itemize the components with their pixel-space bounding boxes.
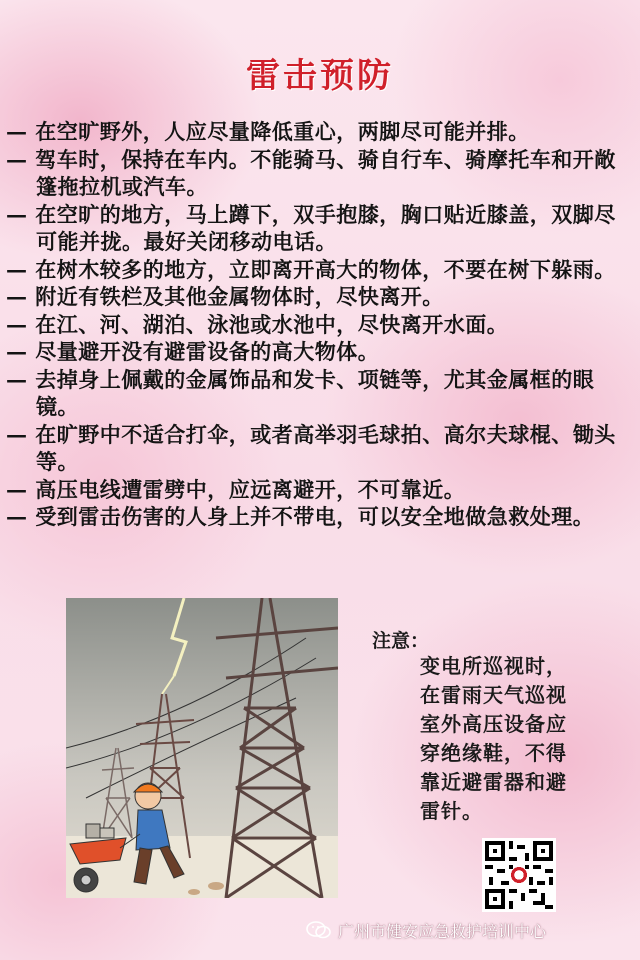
safety-rules-list bbox=[6, 118, 634, 531]
note-line: 在雷雨天气巡视 bbox=[420, 683, 567, 707]
note-line: 室外高压设备应 bbox=[420, 712, 567, 736]
lightning-tower-illustration bbox=[66, 598, 338, 898]
footer-text: 广州市健安应急救护培训中心 bbox=[338, 921, 547, 941]
rule-item: — 在空旷的地方，马上蹲下，双手抱膝，胸口贴近膝盖，双脚尽可能并拢。最好关闭移动电话。 bbox=[6, 201, 616, 254]
wechat-icon bbox=[306, 920, 332, 940]
note-body bbox=[420, 652, 640, 826]
note-line: 雷针。 bbox=[420, 799, 483, 823]
note-line: 穿绝缘鞋，不得 bbox=[420, 741, 567, 765]
rule-item: — 附近有铁栏及其他金属物体时，尽快离开。 bbox=[6, 284, 444, 309]
rule-item: — 在江、河、湖泊、泳池或水池中，尽快离开水面。 bbox=[6, 311, 509, 337]
rule-item: — 在树木较多的地方，立即离开高大的物体，不要在树下躲雨。 bbox=[6, 256, 616, 282]
rule-item: — 去掉身上佩戴的金属饰品和发卡、项链等，尤其金属框的眼镜。 bbox=[6, 366, 595, 419]
note-label: 注意： bbox=[372, 630, 430, 652]
note-line: 靠近避雷器和避 bbox=[420, 770, 567, 794]
rule-item: — 驾车时，保持在车内。不能骑马、骑自行车、骑摩托车和开敞篷拖拉机或汽车。 bbox=[6, 146, 616, 199]
rule-item: — 尽量避开没有避雷设备的高大物体。 bbox=[6, 339, 380, 364]
qr-code[interactable] bbox=[482, 838, 556, 912]
footer-watermark bbox=[306, 918, 546, 942]
rule-item: — 高压电线遭雷劈中，应远离避开，不可靠近。 bbox=[6, 476, 466, 502]
rule-item: — 在旷野中不适合打伞，或者高举羽毛球拍、高尔夫球棍、锄头等。 bbox=[6, 421, 616, 474]
rule-item: — 受到雷击伤害的人身上并不带电，可以安全地做急救处理。 bbox=[6, 504, 595, 529]
page-title: 雷击预防 bbox=[246, 56, 394, 96]
rule-item: — 在空旷野外，人应尽量降低重心，两脚尽可能并排。 bbox=[6, 119, 530, 144]
note-line: 变电所巡视时， bbox=[420, 654, 567, 678]
